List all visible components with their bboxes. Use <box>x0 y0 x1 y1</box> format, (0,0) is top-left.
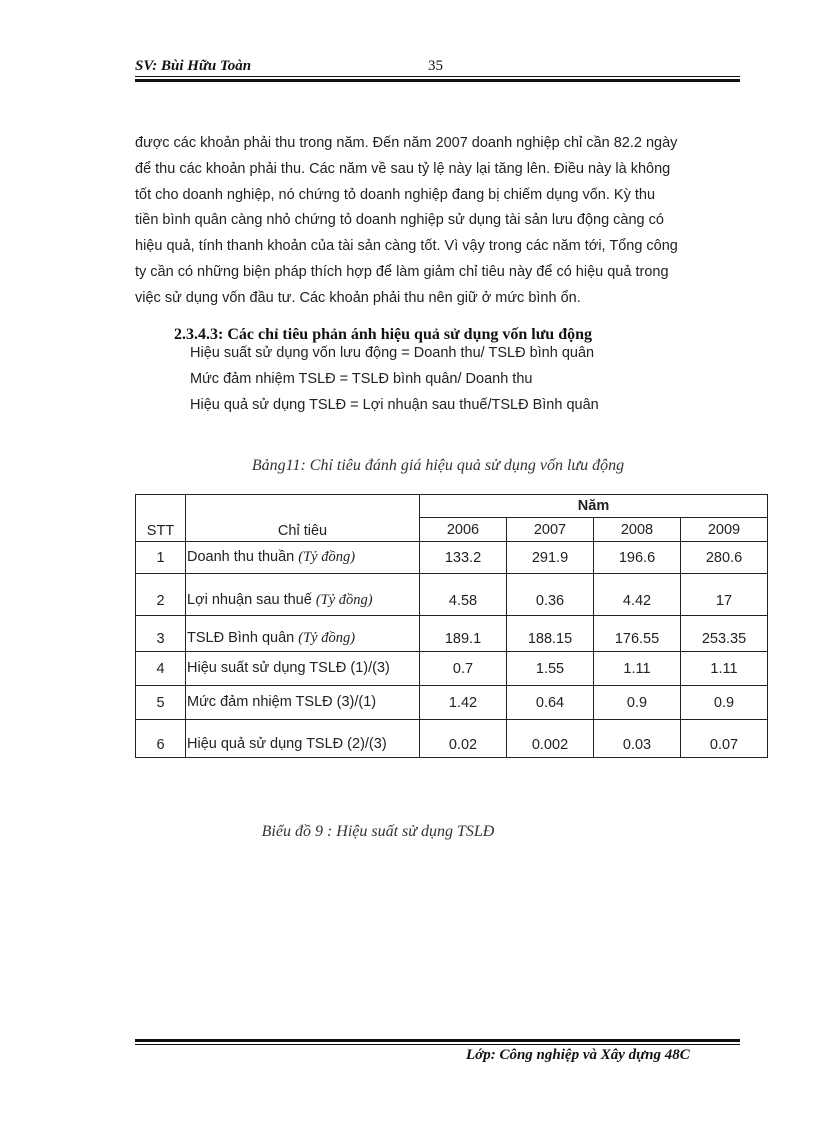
row-value: 1.55 <box>507 652 594 686</box>
paragraph-line: hiệu quả, tính thanh khoản của tài sản càng tốt. Vì vậy trong các năm tới, Tổng công <box>135 238 678 255</box>
formula-line: Hiệu suất sử dụng vốn lưu động = Doanh thu/ TSLĐ bình quân <box>190 345 595 361</box>
paragraph-line: để thu các khoản phải thu. Các năm về sau tỷ lệ này lại tăng lên. Điều này là không <box>135 160 671 177</box>
row-value: 4.42 <box>594 574 681 616</box>
paragraph-line: tiền bình quân càng nhỏ chứng tỏ doanh nghiệp sử dụng tài sản lưu động càng có <box>135 212 664 229</box>
table-row <box>136 542 768 574</box>
row-label: Hiệu suất sử dụng TSLĐ (1)/(3) <box>186 652 420 686</box>
row-value: 17 <box>681 574 768 616</box>
footer-rule-thin <box>135 1044 740 1045</box>
row-label: Lợi nhuận sau thuế (Tỷ đồng) <box>186 574 420 616</box>
table-row <box>136 574 768 616</box>
row-value: 4.58 <box>420 574 507 616</box>
table-row <box>136 720 768 758</box>
paragraph-line: việc sử dụng vốn đầu tư. Các khoản phải thu nên giữ ở mức bình ổn. <box>135 289 581 306</box>
paragraph-line: được các khoản phải thu trong năm. Đến năm 2007 doanh nghiệp chỉ cần 82.2 ngày <box>135 135 678 151</box>
row-label: Hiệu quả sử dụng TSLĐ (2)/(3) <box>186 720 420 758</box>
row-value: 1.11 <box>594 652 681 686</box>
row-value: 0.36 <box>507 574 594 616</box>
footer-class-label: Lớp: Công nghiệp và Xây dựng 48C <box>466 1047 690 1063</box>
header-year: 2008 <box>594 518 681 542</box>
row-stt: 6 <box>136 720 186 758</box>
header-year: 2007 <box>507 518 594 542</box>
row-value: 0.03 <box>594 720 681 758</box>
paragraph-line: tốt cho doanh nghiệp, nó chứng tỏ doanh nghiệp đang bị chiếm dụng vốn. Kỳ thu <box>135 186 656 203</box>
table-row <box>136 686 768 720</box>
row-value: 196.6 <box>594 542 681 574</box>
row-value: 0.7 <box>420 652 507 686</box>
header-year-group: Năm <box>420 495 768 518</box>
row-label: Mức đảm nhiệm TSLĐ (3)/(1) <box>186 686 420 720</box>
row-value: 291.9 <box>507 542 594 574</box>
row-stt: 5 <box>136 686 186 720</box>
header-year: 2009 <box>681 518 768 542</box>
row-value: 176.55 <box>594 616 681 652</box>
row-value: 280.6 <box>681 542 768 574</box>
author-name: SV: Bùi Hữu Toàn <box>135 58 252 74</box>
row-unit: (Tỷ đồng) <box>315 592 373 608</box>
header-year: 2006 <box>420 518 507 542</box>
row-value: 188.15 <box>507 616 594 652</box>
header-indicator: Chỉ tiêu <box>186 495 420 542</box>
row-value: 0.07 <box>681 720 768 758</box>
table-row <box>136 652 768 686</box>
row-value: 0.02 <box>420 720 507 758</box>
row-label: TSLĐ Bình quân (Tỷ đồng) <box>186 616 420 652</box>
section-heading: 2.3.4.3: Các chỉ tiêu phản ánh hiệu quả sử dụng vốn lưu động <box>174 326 592 343</box>
chart-caption: Biểu đồ 9 : Hiệu suất sử dụng TSLĐ <box>261 823 495 840</box>
row-value: 1.42 <box>420 686 507 720</box>
row-stt: 2 <box>136 574 186 616</box>
header-stt: STT <box>136 495 186 542</box>
row-value: 0.9 <box>594 686 681 720</box>
row-stt: 1 <box>136 542 186 574</box>
row-unit: (Tỷ đồng) <box>298 549 356 565</box>
row-value: 0.64 <box>507 686 594 720</box>
page-header <box>135 58 740 78</box>
row-value: 1.11 <box>681 652 768 686</box>
formula-line: Hiệu quả sử dụng TSLĐ = Lợi nhuận sau thuế/TSLĐ Bình quân <box>190 397 599 413</box>
footer-rule-thick <box>135 1039 740 1042</box>
row-stt: 4 <box>136 652 186 686</box>
row-stt: 3 <box>136 616 186 652</box>
header-rule-thick <box>135 79 740 82</box>
row-value: 0.9 <box>681 686 768 720</box>
row-value: 0.002 <box>507 720 594 758</box>
table-row <box>136 616 768 652</box>
row-value: 133.2 <box>420 542 507 574</box>
page-number: 35 <box>428 58 443 74</box>
row-label: Doanh thu thuần (Tỷ đồng) <box>186 542 420 574</box>
row-unit: (Tỷ đồng) <box>298 630 356 646</box>
formula-line: Mức đảm nhiệm TSLĐ = TSLĐ bình quân/ Doanh thu <box>190 371 533 387</box>
paragraph-line: ty cần có những biện pháp thích hợp để làm giảm chỉ tiêu này để có hiệu quả trong <box>135 263 669 280</box>
indicator-table <box>135 494 768 758</box>
header-rule-thin <box>135 76 740 77</box>
row-value: 189.1 <box>420 616 507 652</box>
table-caption: Bảng11: Chỉ tiêu đánh giá hiệu quả sử dụng vốn lưu động <box>251 457 625 474</box>
body-paragraph <box>135 131 740 312</box>
row-value: 253.35 <box>681 616 768 652</box>
